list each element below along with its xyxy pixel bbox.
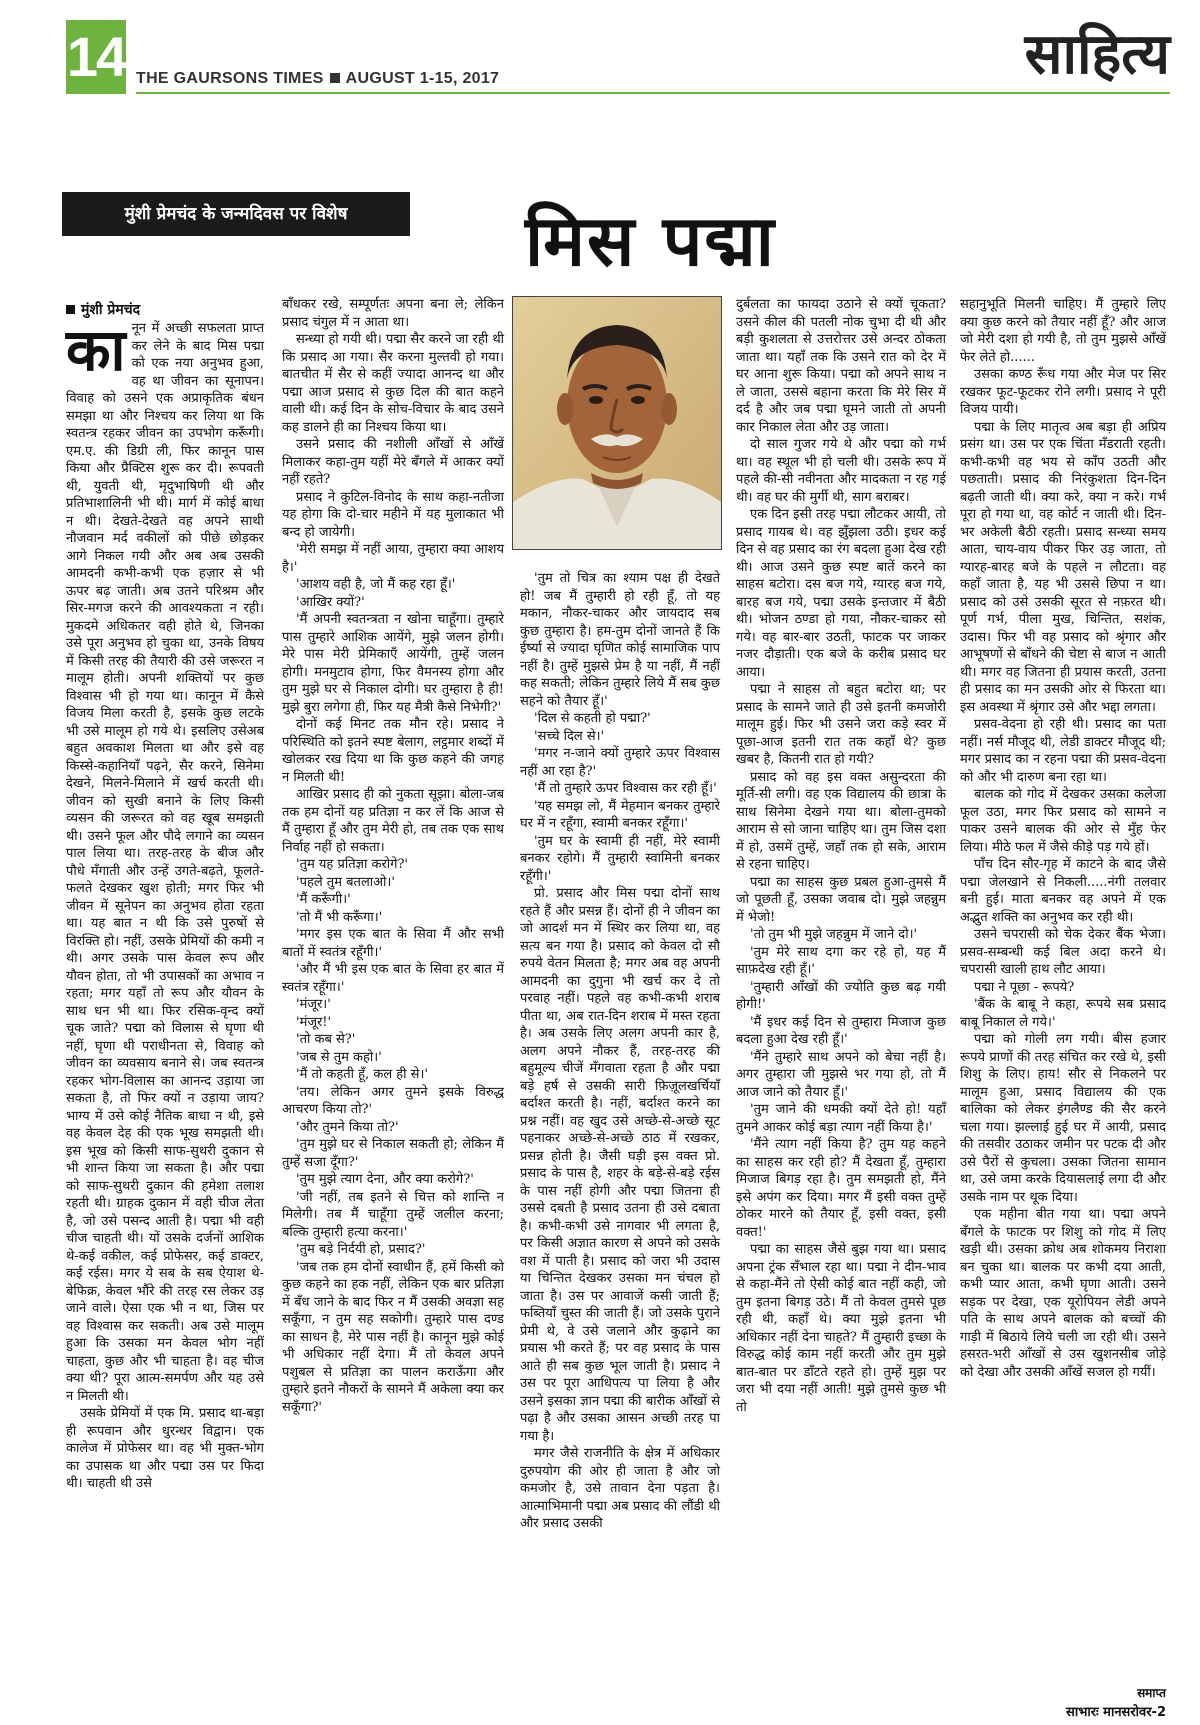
- paragraph: 'तुम मेरे साथ दगा कर रहे हो, यह मैं साफ़देख रही हूँ।': [736, 944, 946, 977]
- source-credit: साभारः मानसरोवर-2: [1066, 1705, 1166, 1720]
- paragraph: 'तुम यह प्रतिज्ञा करोगे?': [296, 857, 409, 872]
- paragraph: एक महीना बीत गया था। पद्मा अपने बँगले के फाटक पर शिशु को गोद में लिए खड़ी थी। उसका क्रोध अब शोकमय निराशा बन चुका था। बालक पर कभी दया आती, कभी प्यार आता, कभी घृणा आती। उसने सड़क पर देखा, एक यूरोपियन लेडी अपने पति के साथ अपने बालक को बच्चों की गाड़ी में बिठाये लिये चली जा रही थी। उसने हसरत-भरी आँखों से उस खुशनसीब जोड़े को देखा और उसकी आँखें सजल हो गयीं।: [960, 1207, 1166, 1380]
- paragraph: दो साल गुजर गये थे और पद्मा को गर्भ था। वह स्थूल भी हो चली थी। उसके रूप में पहले की-सी नवीनता और मादकता न रह गई थी। वह घर की मुर्गी थी, साग बराबर।: [736, 437, 946, 505]
- end-mark: समाप्त: [1137, 1686, 1166, 1700]
- paragraph: दोनों कई मिनट तक मौन रहे। प्रसाद ने परिस्थिति को इतने स्पष्ट बेलाग, लट्ठमार शब्दों में खोलकर रख दिया था कि कुछ कहने की जगह न मिलती थी!: [282, 717, 504, 785]
- paragraph: 'और तुमने किया तो?': [296, 1119, 399, 1135]
- paragraph: 'और मैं भी इस एक बात के सिवा हर बात में स्वतंत्र रहूँगा।': [282, 962, 504, 995]
- paragraph: उसके प्रेमियों में एक मि. प्रसाद था-बड़ा ही रूपवान और धुरन्धर विद्वान। एक कालेज में प्रोफेसर था। वह भी मुक्त-भोग का उपासक था और पद्मा उस पर फिदा थी। चाहती थी उसे: [66, 1406, 264, 1491]
- page-number: 14: [66, 20, 126, 94]
- paragraph: पद्मा ने पूछा - रूपये?: [974, 979, 1075, 995]
- paragraph: 'तय। लेकिन अगर तुमने इसके विरुद्ध आचरण किया तो?': [282, 1084, 504, 1117]
- paragraph: उसने प्रसाद की नशीली आँखों से आँखें मिलाकर कहा-तुम यहीं मेरे बँगले में आकर क्यों नहीं रहते?: [282, 437, 504, 487]
- column-5: [960, 296, 1166, 1381]
- paragraph: 'आखिर क्यों?': [296, 594, 365, 610]
- paragraph: 'तुम घर के स्वामी ही नहीं, मेरे स्वामी बनकर रहोगे। मैं तुम्हारी स्वामिनी बनकर रहूँगी।': [520, 833, 720, 884]
- masthead: [136, 70, 499, 88]
- author-name: मुंशी प्रेमचंद: [81, 302, 141, 318]
- paragraph: 'तो तुम भी मुझे जहन्नुम में जाने दो।': [750, 927, 918, 942]
- byline-square-icon: [66, 305, 75, 314]
- paragraph: पद्मा का साहस कुछ प्रबल हुआ-तुमसे मैं जो पूछती हूँ, उसका जवाब दो। मुझे जहन्नुम में भेजो!: [736, 874, 946, 925]
- paragraph: 'जब तक हम दोनों स्वाधीन हैं, हमें किसी को कुछ कहने का हक नहीं, लेकिन एक बार प्रतिज्ञा में बँध जाने के बाद फिर न मैं उसकी अवज्ञा सह सकूँगा, न तुम सह सकोगी। तुम्हारे पास दण्ड का साधन है, मेरे पास नहीं है। कानून मुझे कोई भी अधिकार नहीं देगा। मैं तो केवल अपने पशुबल से प्रतिज्ञा का पालन कराऊँगा और तुम्हारे इतने नौकरों के सामने मैं अकेला क्या कर सकूँगा?': [282, 1259, 504, 1415]
- paragraph: दुर्बलता का फायदा उठाने से क्यों चूकता? उसने कील की पतली नोक चुभा दी थी और बड़ी कुशलता से उत्तरोत्तर उसे अन्दर ठोकता जाता था। यहाँ तक कि उसने रात को देर में घर आना शुरू किया। पद्मा को अपने साथ न ले जाता, उससे बहाना करता कि मेरे सिर में दर्द है और जब पद्मा घूमने जाती तो अपनी कार निकाल लेता और उड़ जाता।: [736, 297, 946, 435]
- paragraph: 'मगर इस एक बात के सिवा मैं और सभी बातों में स्वतंत्र रहूँगी।': [282, 927, 504, 960]
- paragraph: 'मंजूर!': [296, 1014, 332, 1030]
- paragraph: 'सच्चे दिल से।': [534, 728, 605, 744]
- paragraph: 'तुम तो चित्र का श्याम पक्ष ही देखते हो! जब मैं तुम्हारी हो रही हूँ, तो यह मकान, नौकर-चाकर और जायदाद सब कुछ तुम्हारा है। हम-तुम दोनों जानते हैं कि ईर्ष्या से ज्यादा घृणित कोई सामाजिक पाप नहीं है। तुम्हें मुझसे प्रेम है या नहीं, मैं नहीं कह सकती; लेकिन तुम्हारे लिये मैं सब कुछ सहने को तैयार हूँ।': [520, 571, 720, 709]
- paragraph: 'दिल से कहती हो पद्मा?': [534, 711, 651, 726]
- paragraph: मगर जैसे राजनीति के क्षेत्र में अधिकार दुरुपयोग की ओर ही जाता है और जो कमजोर है, उसे तावान देना पड़ता है। आत्माभिमानी पद्मा अब प्रसाद की लौंडी थी और प्रसाद उसकी: [520, 1446, 720, 1531]
- paragraph: प्रसव-वेदना हो रही थी। प्रसाद का पता नहीं। नर्स मौजूद थी, लेडी डाक्टर मौजूद थी; मगर प्रसाद का न रहना पद्मा की प्रसव-वेदना को और भी दारुण बना रहा था।: [960, 717, 1166, 785]
- paragraph: 'जी नहीं, तब इतने से चित्त को शान्ति न मिलेगी। तब मैं चाहूँगा तुम्हें जलील करना; बल्कि तुम्हारी हत्या करना।': [282, 1189, 504, 1240]
- paragraph: 'जब से तुम कहो।': [296, 1049, 382, 1065]
- paragraph-text: नून में अच्छी सफलता प्राप्त कर लेने के बाद मिस पद्मा को एक नया अनुभव हुआ, वह था जीवन का सूनापन। विवाह को उसने एक अप्राकृतिक बंधन समझा था और निश्चय कर लिया था कि स्वतन्त्र रहकर जीवन का उपभोग करूँगी। एम.ए. की डिग्री ली, फिर कानून पास किया और प्रैक्टिस शुरू कर दी। रूपवती थी, युवती थी, मृदुभाषिणी थी और प्रतिभाशालिनी भी थी। मार्ग में कोई बाधा न थी। देखते-देखते वह अपने साथी नौजवान मर्द वकीलों को पीछे छोड़कर आगे निकल गयी और अब अब उसकी आमदनी कभी-कभी एक हज़ार से भी ऊपर बढ़ जाती। अब उतने परिश्रम और सिर-मगज करने की आवश्यकता न रही। मुकदमे अधिकतर वही होते थे, जिनका उसे पूरा अनुभव हो चुका था, उनके विषय में किसी तरह की तैयारी की उसे जरूरत न मालूम होती। अपनी शक्तियों पर कुछ विश्वास भी हो गया था। कानून में कैसे विजय मिला करती है, इसके कुछ लटके भी उसे मालूम हो गये थे। इसलिए उसेअब बहुत अवकाश मिलता था और इसे वह किस्से-कहानियाँ पढ़ने, सैर करने, सिनेमा देखने, मिलने-मिलाने में खर्च करती थी। जीवन को सुखी बनाने के लिए किसी व्यसन की जरूरत को वह खूब समझती थी। उसने फूल और पौदे लगाने का व्यसन पाल लिया था। तरह-तरह के बीज और पौधे मँगाती और उन्हें उगते-बढ़ते, फूलते-फलते देखकर खुश होती; मगर फिर भी जीवन में सूनेपन का अनुभव होता रहता था। यह बात न थी कि उसे पुरुषों से विरक्ति हो। नहीं, उसके प्रेमियों की कमी न थी। अगर उसके पास केवल रूप और यौवन होता, तो भी उपासकों का अभाव न रहता; मगर यहाँ तो रूप और यौवन के साथ धन भी था। फिर रसिक-वृन्द क्यों चूक जाते? पद्मा को विलास से घृणा थी नहीं, घृणा थी पराधीनता से, विवाह को जीवन का व्यवसाय बनाने से। जब स्वतन्त्र रहकर भोग-विलास का आनन्द उड़ाया जा सकता है, तो फिर क्यों न उड़ाया जाय? भाग्य में उसे कोई नैतिक बाधा न थी, इसे वह केवल देह की एक भूख समझती थी। इस भूख को किसी साफ-सुथरी दुकान से भी शान्त किया जा सकता है। और पद्मा को साफ-सुथरी दुकान की हमेशा तलाश रहती थी। ग्राहक दुकान में वही चीज लेता है, जो उसे पसन्द आती है। पद्मा भी वही चीज चाहती थी। यों उसके दर्जनों आशिक थे-कई वकील, कई प्रोफेसर, कई डाक्टर, कई रईस। मगर ये सब के सब ऐयाश थे-बेफिक्र, केवल भौंरे की तरह रस लेकर उड़ जाने वाले। ऐसा एक भी न था, जिस पर वह विश्वास कर सकती। अब उसे मालूम हुआ कि उसका मन केवल भोग नहीं चाहता, कुछ और भी चाहता है। वह चीज क्या थी? पूरा आत्म-समर्पण और यह उसे न मिलती थी।: [66, 321, 264, 1404]
- paragraph: 'तुम बड़े निर्दयी हो, प्रसाद?': [296, 1242, 426, 1257]
- paragraph: [66, 316, 264, 1405]
- paragraph: 'मैं तो तुम्हारे ऊपर विश्वास कर रही हूँ।': [534, 781, 717, 796]
- paragraph: 'पहले तुम बतलाओ।': [296, 874, 395, 890]
- paragraph: प्रसाद को वह इस वक्त असुन्दरता की मूर्ति-सी लगी। वह एक विद्यालय की छात्रा के साथ सिनेमा देखने गया था। बोला-तुमको आराम से सो जाना चाहिए था। तुम जिस दशा में हो, उसमें तुम्हें, जहाँ तक हो सके, आराम से रहना चाहिए।: [736, 769, 946, 872]
- paragraph: उसने चपरासी को चेक देकर बैंक भेजा। प्रसव-सम्बन्धी कई बिल अदा करने थे। चपरासी खाली हाथ लौट आया।: [960, 927, 1166, 977]
- paragraph: 'मगर न-जाने क्यों तुम्हारे ऊपर विश्वास नहीं आ रहा है?': [520, 746, 720, 779]
- paragraph: 'मैं करूँगी।': [296, 892, 351, 907]
- drop-cap: का: [66, 316, 126, 384]
- paragraph: 'तुम मुझे त्याग देना, और क्या करोगे?': [296, 1172, 474, 1187]
- paragraph: 'मैंने त्याग नहीं किया है? तुम यह कहने का साहस कर रही हो? मैं देखता हूँ, तुम्हारा मिजाज बिगड़ रहा है। तुम समझती हो, मैंने इसे अपंग कर दिया। मगर मैं इसी वक्त तुम्हें ठोकर मारने को तैयार हूँ, इसी वक्त, इसी वक्त!': [736, 1137, 946, 1240]
- special-banner: मुंशी प्रेमचंद के जन्मदिवस पर विशेष: [62, 192, 410, 236]
- paragraph: एक दिन इसी तरह पद्मा लौटकर आयी, तो प्रसाद गायब थे। वह झुँझला उठी। इधर कई दिन से वह प्रसाद का रंग बदला हुआ देख रही थी। आज उसने कुछ स्पष्ट बातें करने का साहस बटोरा। दस बज गये, ग्यारह बज गये, बारह बज गये, पद्मा उसके इन्तजार में बैठी थी। भोजन ठण्डा हो गया, नौकर-चाकर सो गये। वह बार-बार उठती, फाटक पर जाकर नजर दौड़ाती। एक बजे के करीब प्रसाद घर आया।: [736, 507, 946, 680]
- separator-square-icon: [330, 73, 340, 83]
- paragraph: आखिर प्रसाद ही को नुकता सूझा। बोला-जब तक हम दोनों यह प्रतिज्ञा न कर लें कि आज से मैं तुम्हारा हूँ और तुम मेरी हो, तब तक एक साथ निर्वाह नहीं हो सकता।: [282, 787, 504, 855]
- paragraph: 'मंजूर।': [296, 997, 331, 1012]
- section-title: साहित्य: [1024, 21, 1170, 87]
- paragraph: 'आशय वही है, जो मैं कह रहा हूँ।': [296, 577, 456, 592]
- paragraph: 'तुम मुझे घर से निकाल सकती हो; लेकिन मैं तुम्हें सजा दूँगा?': [282, 1137, 504, 1170]
- paragraph: पद्मा के लिए मातृत्व अब बड़ा ही अप्रिय प्रसंग था। उस पर एक चिंता मँडराती रहती। कभी-कभी वह भय से काँप उठती और पछताती। प्रसाद की निरंकुशता दिन-दिन बढ़ती जाती थी। क्या करे, क्या न करे। गर्भ पूरा हो गया था, वह कोर्ट न जाती थी। दिन-भर अकेली बैठी रहती। प्रसाद सन्ध्या समय आता, चाय-वाय पीकर फिर उड़ जाता, तो ग्यारह-बारह बजे के पहले न लौटता। वह कहाँ जाता है, यह भी उससे छिपा न था। प्रसाद को उसे उसकी सूरत से नफ़रत थी। पूर्ण गर्भ, पीला मुख, चिन्तित, सशंक, उदास। फिर भी वह प्रसाद को श्रृंगार और आभूषणों से बाँधने की चेष्टा से बाज न आती थी। मगर वह जितना ही प्रयास करती, उतना ही प्रसाद का मन उसकी ओर से फिरता था। इस अवस्था में श्रृंगार उसे और भद्दा लगता।: [960, 419, 1166, 715]
- paragraph: सहानुभूति मिलनी चाहिए। मैं तुम्हारे लिए क्या कुछ करने को तैयार नहीं हूँ? और आज जो मेरी दशा हो गयी है, तो तुम मुझसे आँखें फेर लेते हो......: [960, 297, 1166, 365]
- paragraph: बाँधकर रखे, सम्पूर्णतः अपना बना ले; लेकिन प्रसाद चंगुल में न आता था।: [282, 297, 504, 330]
- paragraph: 'तो कब से?': [296, 1032, 356, 1047]
- paragraph: प्रसाद ने कुटिल-विनोद के साथ कहा-नतीजा यह होगा कि दो-चार महीने में यह मुलाकात भी बन्द हो जायेगी।: [282, 489, 504, 540]
- paragraph: 'बैंक के बाबू ने कहा, रूपये सब प्रसाद बाबू निकाल ले गये।': [960, 997, 1166, 1030]
- story-title: मिस पद्मा: [525, 200, 776, 282]
- column-1: [66, 316, 264, 1493]
- paragraph: सन्ध्या हो गयी थी। पद्मा सैर करने जा रही थी कि प्रसाद आ गया। सैर करना मुल्तवी हो गया। बातचीत में सैर से कहीं ज्यादा आनन्द था और पद्मा आज प्रसाद से कुछ दिल की बात कहने वाली थी। कई दिन के सोच-विचार के बाद उसने कह डालने ही का निश्चय किया था।: [282, 332, 504, 435]
- column-3: [520, 570, 720, 1533]
- paragraph: 'मैं अपनी स्वतन्त्रता न खोना चाहूँगा। तुम्हारे पास तुम्हारे आशिक आयेंगे, मुझे जलन होगी। मेरे पास मेरी प्रेमिकाएँ आयेंगी, तुम्हें जलन होगी। मनमुटाव होगा, फिर वैमनस्य होगा और तुम मुझे घर से निकाल दोगी। घर तुम्हारा है ही! मुझे बुरा लगेगा ही, फिर यह मैत्री कैसे निभेगी?': [282, 612, 504, 715]
- issue-date: AUGUST 1-15, 2017: [345, 70, 500, 87]
- paragraph: पद्मा का साहस जैसे बुझ गया था। प्रसाद अपना ट्रंक सँभाल रहा था। पद्मा ने दीन-भाव से कहा-मैंने तो ऐसी कोई बात नहीं कही, जो तुम इतना बिगड़ उठे। मैं तो केवल तुमसे पूछ रही थी, कहाँ थे। क्या मुझे इतना भी अधिकार नहीं देना चाहते? मैं तुम्हारी इच्छा के विरुद्ध कोई काम नहीं करती और तुम मुझे बात-बात पर डाँटते रहते हो। तुम्हें मुझ पर जरा भी दया नहीं आती! मुझे तुमसे कुछ भी तो: [736, 1242, 946, 1415]
- paragraph: 'मैं तो कहती हूँ, कल ही से।': [296, 1067, 428, 1082]
- paragraph: प्रो. प्रसाद और मिस पद्मा दोनों साथ रहते हैं और प्रसन्न हैं। दोनों ही ने जीवन का जो आदर्श मन में स्थिर कर लिया था, वह सत्य बन गया है। प्रसाद को केवल दो सौ रुपये वेतन मिलता है; मगर अब वह अपनी आमदनी का दुगुना भी खर्च कर दे तो परवाह नहीं। पहले वह कभी-कभी शराब पीता था, अब रात-दिन शराब में मस्त रहता है। अब उसके लिए अलग अपनी कार है, अलग अपने नौकर हैं, तरह-तरह की बहुमूल्य चीजें मँगवाता रहता है और पद्मा बड़े हर्ष से उसकी सारी फ़िज़ूलखर्चियाँ बर्दाश्त करती है। नहीं, बर्दाश्त करने का प्रश्न नहीं। वह खुद उसे अच्छे-से-अच्छे सूट पहनाकर अच्छे-से-अच्छे ठाठ में रखकर, प्रसन्न होती है। जैसी घड़ी इस वक्त प्रो. प्रसाद के पास है, शहर के बड़े-से-बड़े रईस के पास नहीं होगी और पद्मा जितना ही उससे दबती है प्रसाद उतना ही उसे दबाता है। कभी-कभी उसे नागवार भी लगता है, पर किसी अज्ञात कारण से अपने को उसके वश में पाती है। प्रसाद को जरा भी उदास या चिन्तित देखकर उसका मन चंचल हो जाता है। उस पर आवाजें कसी जाती हैं; फब्तियाँ चुस्त की जाती हैं। जो उसके पुराने प्रेमी थे, वे उसे जलाने और कुढ़ाने का प्रयास भी करते हैं; पर वह प्रसाद के पास आते ही सब कुछ भूल जाती है। प्रसाद ने उस पर पूरा आधिपत्य पा लिया है और उसने इसका ज्ञान पद्मा की बारीक आँखों से पढ़ा है और उसका आसन अच्छी तरह पा गया है।: [520, 886, 720, 1444]
- publication-name: THE GAURSONS TIMES: [136, 70, 324, 87]
- column-4: [736, 296, 946, 1416]
- paragraph: पद्मा ने साहस तो बहुत बटोरा था; पर प्रसाद के सामने जाते ही उसे इतनी कमजोरी मालूम हुई। फिर भी उसने जरा कड़े स्वर में पूछा-आज इतनी रात तक कहाँ थे? कुछ खबर है, कितनी रात हो गयी?: [736, 682, 946, 767]
- paragraph: 'मैं इधर कई दिन से तुम्हारा मिजाज कुछ बदला हुआ देख रही हूँ।': [736, 1014, 946, 1047]
- paragraph: पद्मा को गोली लग गयी। बीस हजार रूपये प्राणों की तरह संचित कर रखे थे, इसी शिशु के लिए। हाय! सौर से निकलने पर मालूम हुआ, प्रसाद विद्यालय की एक बालिका को लेकर इंगलैण्ड की सैर करने चला गया। झल्लाई हुई घर में आयी, प्रसाद की तसवीर उठाकर जमीन पर पटक दी और उसे पैरों से कुचला। उसका जितना सामान था, उसे जमा करके दियासलाई लगा दी और उसके नाम पर थूक दिया।: [960, 1032, 1166, 1205]
- paragraph: 'मेरी समझ में नहीं आया, तुम्हारा क्या आशय है।': [282, 542, 504, 575]
- paragraph: 'तुम जाने की धमकी क्यों देते हो! यहाँ तुमने आकर कोई बड़ा त्याग नहीं किया है।': [736, 1102, 946, 1135]
- author-portrait: [512, 296, 722, 550]
- paragraph: 'तुम्हारी आँखों की ज्योति कुछ बढ़ गयी होगी!': [736, 979, 946, 1012]
- paragraph: 'मैंने तुम्हारे साथ अपने को बेचा नहीं है। अगर तुम्हारा जी मुझसे भर गया हो, तो मैं आज जाने को तैयार हूँ।': [736, 1049, 946, 1100]
- paragraph: 'यह समझ लो, मैं मेहमान बनकर तुम्हारे घर में न रहूँगा, स्वामी बनकर रहूँगा।': [520, 798, 720, 831]
- portrait-illustration: [513, 297, 721, 549]
- paragraph: पाँच दिन सौर-गृह में काटने के बाद जैसे पद्मा जेलखाने से निकली.....नंगी तलवार बनी हुई। माता बनकर वह अपने में एक अद्भुत शक्ति का अनुभव कर रही थी।: [960, 857, 1166, 925]
- paragraph: 'तो मैं भी करूँगा।': [296, 909, 383, 925]
- paragraph: उसका कण्ठ रूँध गया और मेज पर सिर रखकर फूट-फूटकर रोने लगी। प्रसाद ने पूरी विजय पायी।: [960, 367, 1166, 417]
- header-rule: [136, 92, 1170, 94]
- paragraph: बालक को गोद में देखकर उसका कलेजा फूल उठा, मगर फिर प्रसाद को सामने न पाकर उसने बालक की ओर से मुँह फेर लिया। मीठे फल में जैसे कीड़े पड़ गये हों।: [960, 787, 1166, 855]
- column-2: [282, 296, 504, 1416]
